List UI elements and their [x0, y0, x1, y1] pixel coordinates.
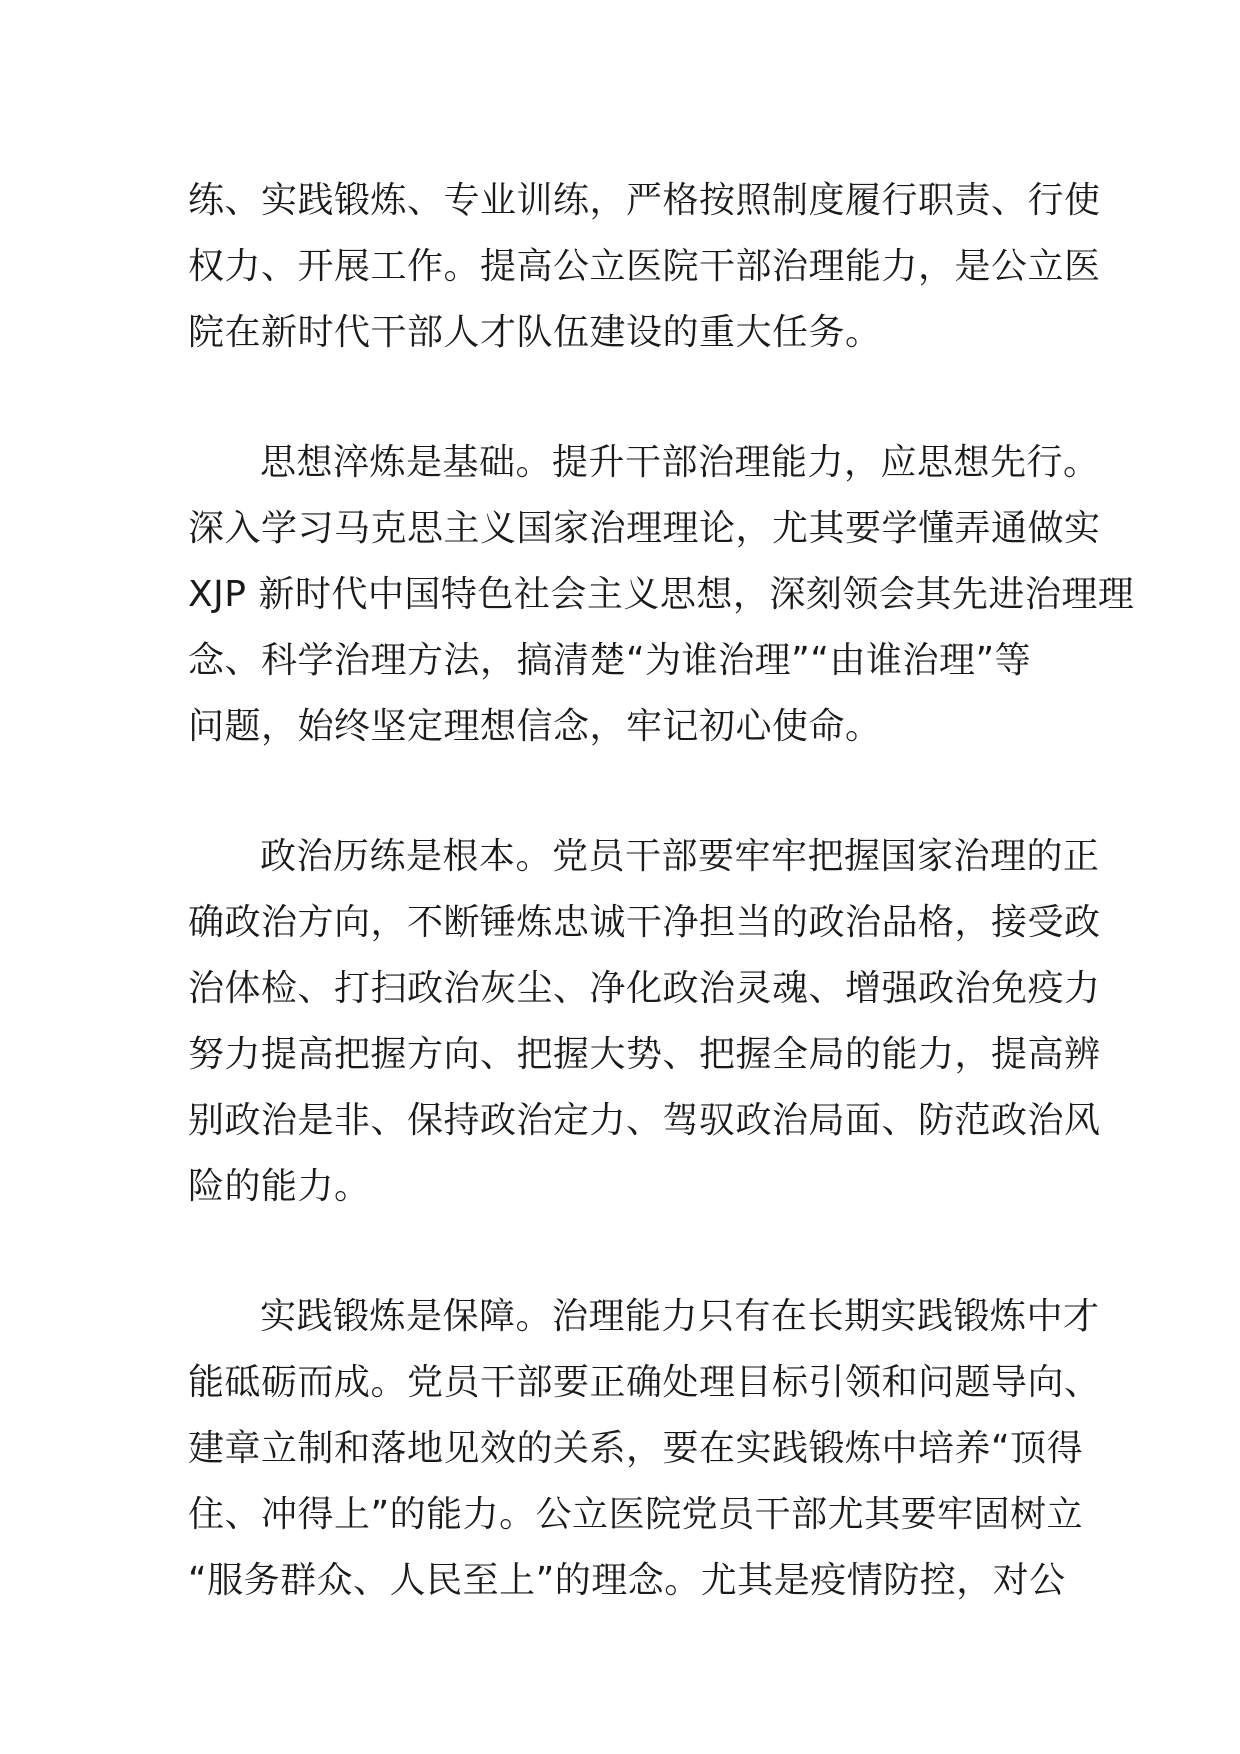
paragraph-thought-tempering: [188, 430, 1135, 760]
text-line: 治体检、打扫政治灰尘、净化政治灵魂、增强政治免疫力: [188, 968, 1101, 1009]
text-line: “服务群众、人民至上”的理念。尤其是疫情防控，对公: [188, 1560, 1066, 1601]
paragraph-practical-training: [188, 1284, 1101, 1614]
text-line: XJP 新时代中国特色社会主义思想，深刻领会其先进治理理: [188, 574, 1135, 615]
text-line: 努力提高把握方向、把握大势、把握全局的能力，提高辨: [188, 1034, 1101, 1075]
text-line: 别政治是非、保持政治定力、驾驭政治局面、防范政治风: [188, 1100, 1101, 1141]
text-line: 思想淬炼是基础。提升干部治理能力，应思想先行。: [260, 442, 1100, 483]
text-line: 能砥砺而成。党员干部要正确处理目标引领和问题导向、: [188, 1362, 1101, 1403]
paragraph-political-training: [188, 824, 1101, 1220]
text-line: 问题，始终坚定理想信念，牢记初心使命。: [188, 706, 882, 747]
text-line: 权力、开展工作。提高公立医院干部治理能力，是公立医: [188, 246, 1101, 287]
text-line: 政治历练是根本。党员干部要牢牢把握国家治理的正: [260, 836, 1100, 877]
text-line: 念、科学治理方法，搞清楚“为谁治理”“由谁治理”等: [188, 640, 1032, 681]
text-line: 住、冲得上”的能力。公立医院党员干部尤其要牢固树立: [188, 1494, 1084, 1535]
text-line: 深入学习马克思主义国家治理理论，尤其要学懂弄通做实: [188, 508, 1101, 549]
paragraph-continuation: [188, 168, 1101, 366]
text-line: 院在新时代干部人才队伍建设的重大任务。: [188, 312, 882, 353]
text-line: 确政治方向，不断锤炼忠诚干净担当的政治品格，接受政: [188, 902, 1101, 943]
text-line: 练、实践锻炼、专业训练，严格按照制度履行职责、行使: [188, 180, 1101, 221]
text-line: 险的能力。: [188, 1166, 371, 1207]
document-body: [188, 168, 1135, 1678]
text-line: 实践锻炼是保障。治理能力只有在长期实践锻炼中才: [260, 1296, 1100, 1337]
text-line: 建章立制和落地见效的关系，要在实践锻炼中培养“顶得: [188, 1428, 1084, 1469]
